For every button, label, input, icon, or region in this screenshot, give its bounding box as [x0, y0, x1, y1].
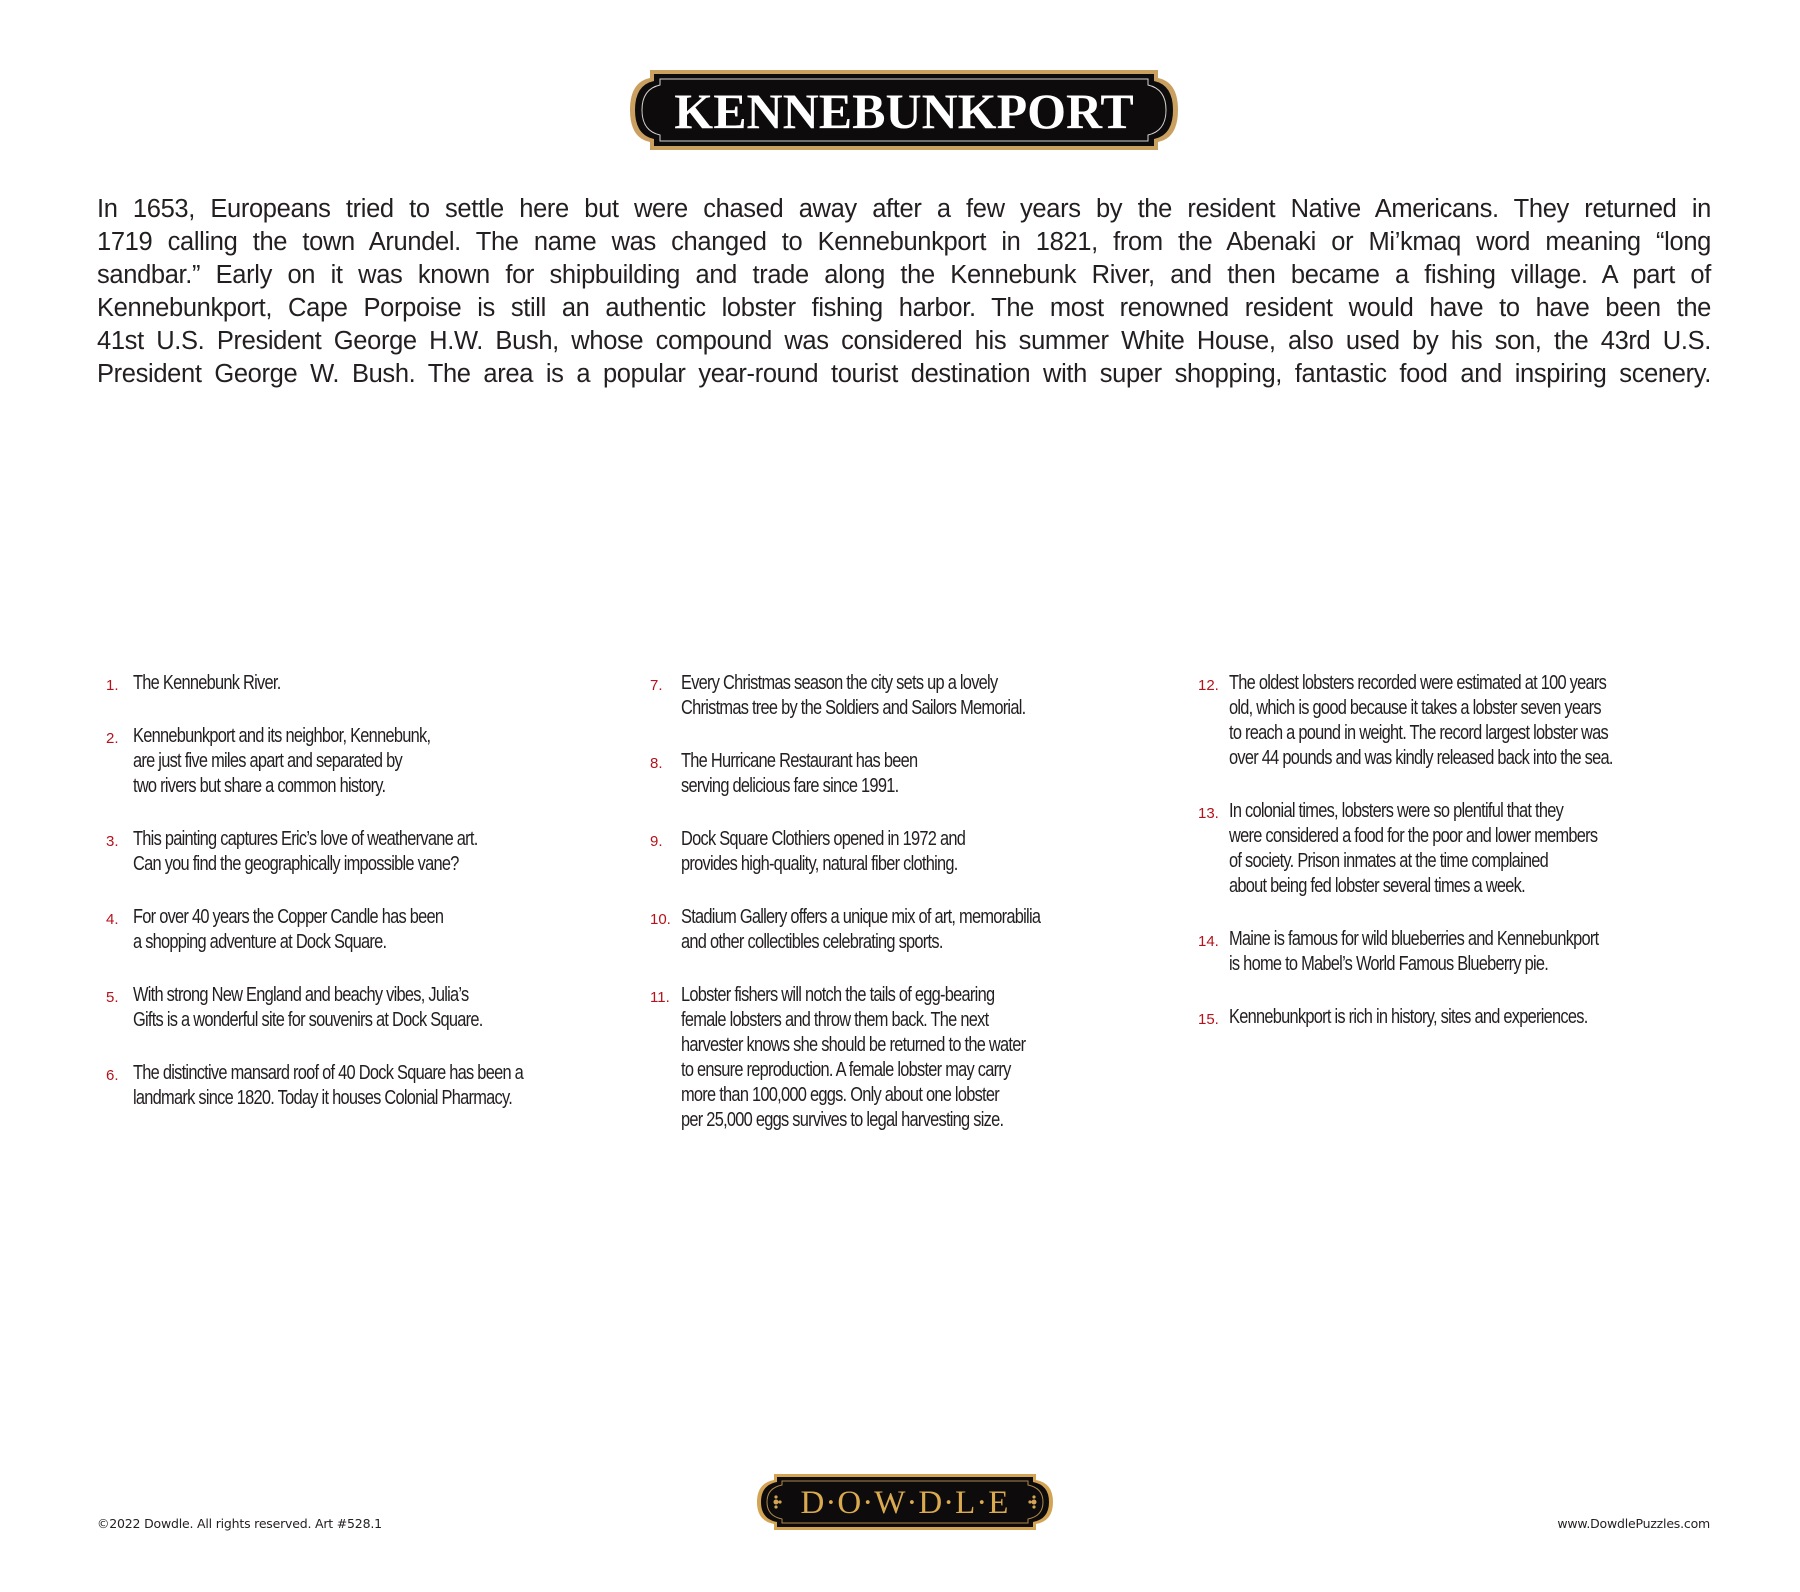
- intro-line: Kennebunkport, Cape Porpoise is still an authentic lobster fishing harbor. The most renowned resident would have to have been the: [97, 294, 1711, 322]
- fact-line: female lobsters and throw them back. The next: [681, 1009, 989, 1031]
- facts-column-3: [1198, 671, 1738, 1058]
- fact-text: [1229, 1005, 1738, 1030]
- fact-line: With strong New England and beachy vibes, Julia’s: [133, 984, 469, 1006]
- fact-text: [681, 671, 1170, 721]
- fact-line: landmark since 1820. Today it houses Colonial Pharmacy.: [133, 1087, 513, 1109]
- page-title: KENNEBUNKPORT: [674, 83, 1134, 139]
- fact-line: more than 100,000 eggs. Only about one lobster: [681, 1084, 999, 1106]
- fact-number: 2.: [106, 730, 119, 747]
- fact-item: [106, 905, 626, 955]
- fact-text: [681, 905, 1170, 955]
- fact-line: Kennebunkport is rich in history, sites and experiences.: [1229, 1006, 1588, 1028]
- fact-line: provides high-quality, natural fiber clothing.: [681, 853, 958, 875]
- fact-line: Stadium Gallery offers a unique mix of art, memorabilia: [681, 906, 1041, 928]
- fact-item: [650, 983, 1170, 1133]
- fact-line: is home to Mabel’s World Famous Blueberry pie.: [1229, 953, 1549, 975]
- intro-paragraph: [97, 193, 1711, 391]
- fact-line: per 25,000 eggs survives to legal harvesting size.: [681, 1109, 1004, 1131]
- fact-number: 8.: [650, 755, 663, 772]
- fact-text: [681, 749, 1170, 799]
- fact-text: [133, 1061, 626, 1111]
- fact-item: [106, 724, 626, 799]
- fact-text: [681, 983, 1170, 1133]
- fact-text: [133, 724, 626, 799]
- fact-line: In colonial times, lobsters were so plentiful that they: [1229, 800, 1564, 822]
- fact-item: [650, 671, 1170, 721]
- fact-line: of society. Prison inmates at the time complained: [1229, 850, 1549, 872]
- fact-number: 7.: [650, 677, 663, 694]
- fact-line: Gifts is a wonderful site for souvenirs at Dock Square.: [133, 1009, 483, 1031]
- intro-line: In 1653, Europeans tried to settle here but were chased away after a few years by the resident Native Americans. They returned in: [97, 195, 1711, 223]
- fact-line: Can you find the geographically impossible vane?: [133, 853, 459, 875]
- fact-line: The Hurricane Restaurant has been: [681, 750, 918, 772]
- fact-line: about being fed lobster several times a week.: [1229, 875, 1525, 897]
- fact-line: two rivers but share a common history.: [133, 775, 386, 797]
- fact-number: 13.: [1198, 805, 1219, 822]
- fact-number: 1.: [106, 677, 119, 694]
- fact-text: [1229, 671, 1738, 771]
- fact-line: to reach a pound in weight. The record largest lobster was: [1229, 722, 1608, 744]
- intro-line: 1719 calling the town Arundel. The name was changed to Kennebunkport in 1821, from the Abenaki or Mi’kmaq word meaning “long: [97, 228, 1711, 256]
- fact-item: [106, 827, 626, 877]
- fact-line: For over 40 years the Copper Candle has been: [133, 906, 444, 928]
- fact-item: [650, 749, 1170, 799]
- fact-item: [106, 671, 626, 696]
- fact-item: [1198, 799, 1738, 899]
- fact-text: [133, 983, 626, 1033]
- intro-line: President George W. Bush. The area is a popular year-round tourist destination with super shopping, fantastic food and inspiring scenery.: [97, 360, 1711, 388]
- fact-number: 15.: [1198, 1011, 1219, 1028]
- fact-line: and other collectibles celebrating sports.: [681, 931, 943, 953]
- fact-text: [133, 671, 626, 696]
- fact-line: harvester knows she should be returned to the water: [681, 1034, 1026, 1056]
- fact-number: 3.: [106, 833, 119, 850]
- fact-line: The distinctive mansard roof of 40 Dock Square has been a: [133, 1062, 524, 1084]
- website-link[interactable]: www.DowdlePuzzles.com: [1557, 1516, 1710, 1531]
- fact-line: to ensure reproduction. A female lobster may carry: [681, 1059, 1011, 1081]
- fact-text: [681, 827, 1170, 877]
- fact-number: 11.: [650, 989, 670, 1006]
- fact-number: 9.: [650, 833, 663, 850]
- fact-text: [133, 827, 626, 877]
- fact-number: 4.: [106, 911, 119, 928]
- fact-line: were considered a food for the poor and lower members: [1229, 825, 1598, 847]
- dowdle-logo: [756, 1473, 1054, 1531]
- fact-line: Lobster fishers will notch the tails of egg-bearing: [681, 984, 995, 1006]
- fact-text: [1229, 799, 1738, 899]
- fact-number: 6.: [106, 1067, 119, 1084]
- fact-text: [133, 905, 626, 955]
- facts-column-2: [650, 671, 1170, 1161]
- facts-column-1: [106, 671, 626, 1139]
- fact-line: are just five miles apart and separated by: [133, 750, 402, 772]
- fact-item: [1198, 1005, 1738, 1030]
- fact-line: Every Christmas season the city sets up a lovely: [681, 672, 998, 694]
- fact-line: The oldest lobsters recorded were estimated at 100 years: [1229, 672, 1607, 694]
- fact-line: a shopping adventure at Dock Square.: [133, 931, 387, 953]
- fact-line: Christmas tree by the Soldiers and Sailors Memorial.: [681, 697, 1026, 719]
- fact-item: [1198, 671, 1738, 771]
- fact-number: 10.: [650, 911, 671, 928]
- fact-line: serving delicious fare since 1991.: [681, 775, 899, 797]
- fact-item: [106, 983, 626, 1033]
- title-banner: [628, 68, 1180, 152]
- fact-item: [106, 1061, 626, 1111]
- fact-line: The Kennebunk River.: [133, 672, 281, 694]
- fact-line: Dock Square Clothiers opened in 1972 and: [681, 828, 966, 850]
- fact-line: over 44 pounds and was kindly released back into the sea.: [1229, 747, 1613, 769]
- fact-number: 14.: [1198, 933, 1219, 950]
- fact-number: 12.: [1198, 677, 1219, 694]
- fact-item: [1198, 927, 1738, 977]
- fact-item: [650, 905, 1170, 955]
- fact-line: This painting captures Eric’s love of weathervane art.: [133, 828, 478, 850]
- brand-name: D·O·W·D·L·E: [800, 1485, 1010, 1521]
- fact-line: old, which is good because it takes a lobster seven years: [1229, 697, 1601, 719]
- intro-line: sandbar.” Early on it was known for shipbuilding and trade along the Kennebunk River, and then became a fishing village. A part of: [97, 261, 1711, 289]
- fact-line: Kennebunkport and its neighbor, Kennebunk,: [133, 725, 431, 747]
- fact-line: Maine is famous for wild blueberries and Kennebunkport: [1229, 928, 1599, 950]
- copyright-text: ©2022 Dowdle. All rights reserved. Art #528.1: [97, 1516, 382, 1531]
- fact-item: [650, 827, 1170, 877]
- intro-line: 41st U.S. President George H.W. Bush, whose compound was considered his summer White House, also used by his son, the 43rd U.S.: [97, 327, 1711, 355]
- fact-number: 5.: [106, 989, 119, 1006]
- fact-text: [1229, 927, 1738, 977]
